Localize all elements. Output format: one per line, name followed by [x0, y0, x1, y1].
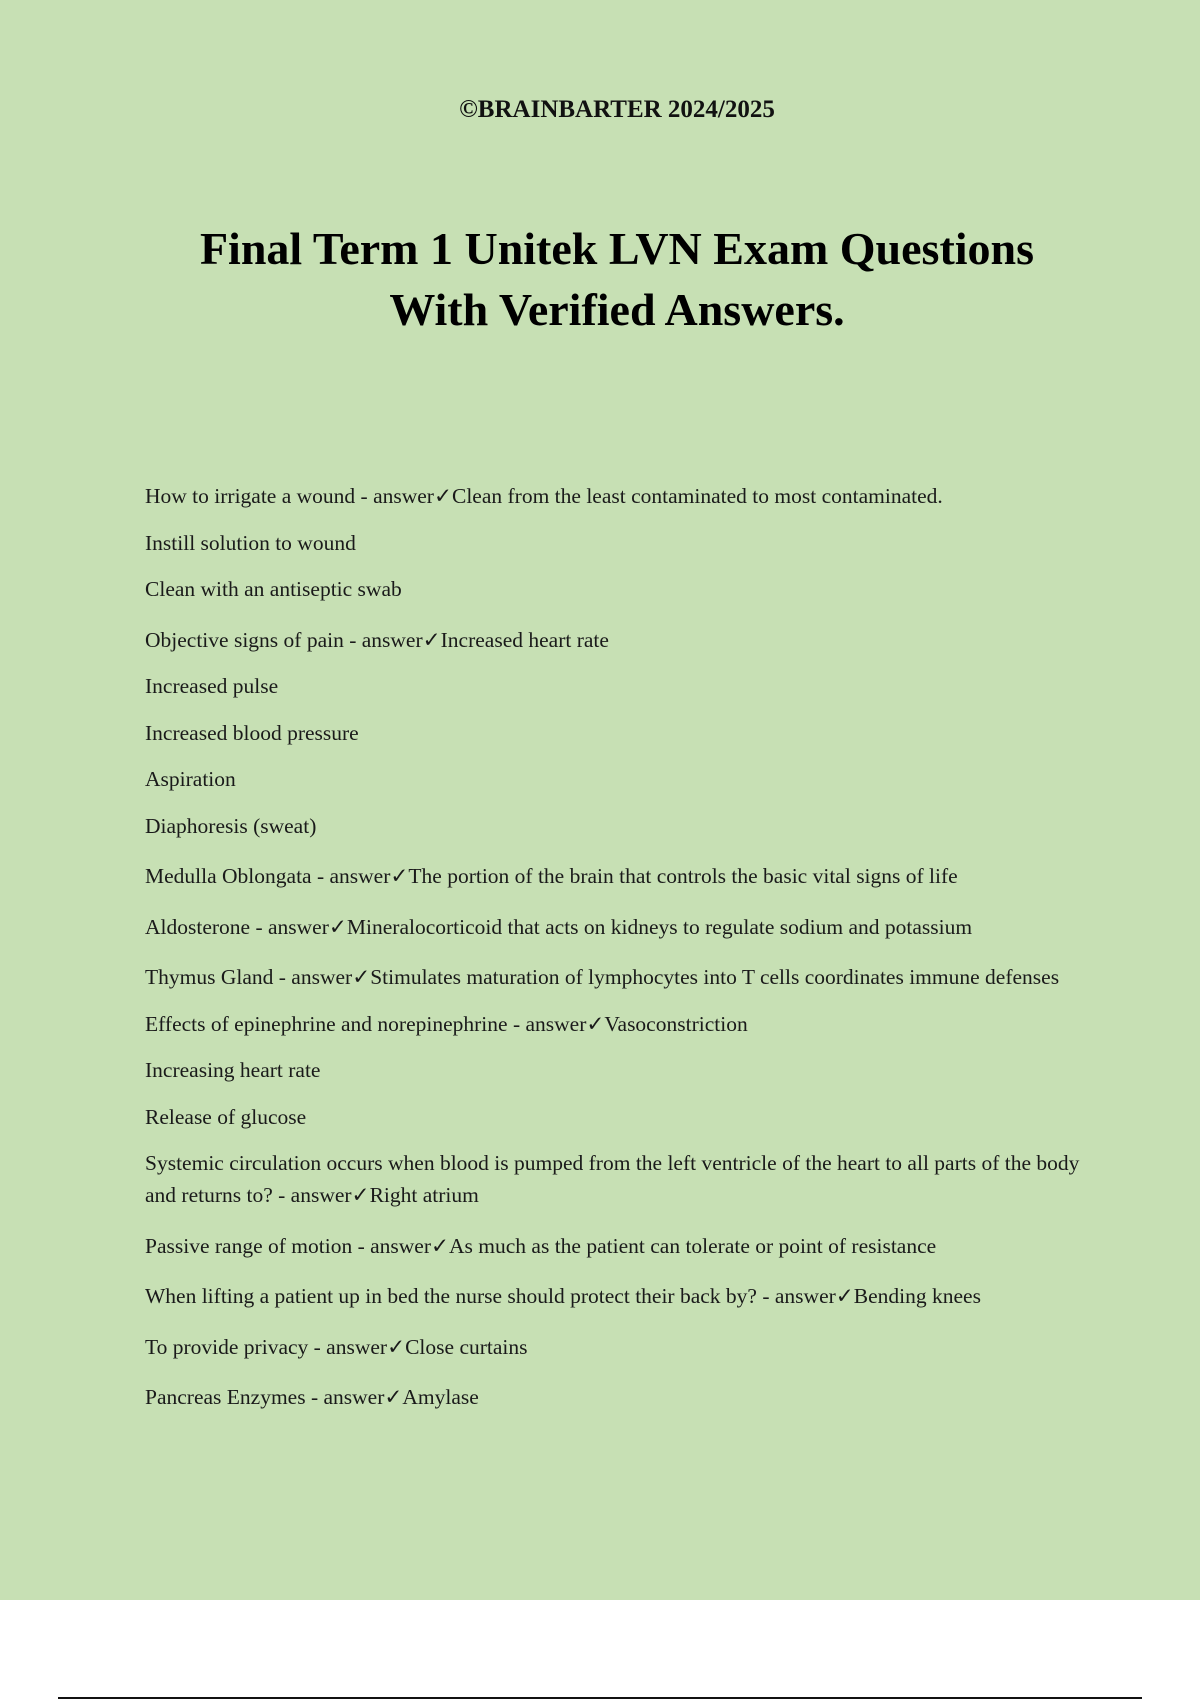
list-item: Diaphoresis (sweat)	[145, 813, 317, 838]
list-item: Increasing heart rate	[145, 1058, 321, 1082]
list-item: Instill solution to wound	[145, 530, 356, 555]
list-item: Clean with an antiseptic swab	[145, 577, 402, 601]
list-item: How to irrigate a wound - answer✓Clean from the least contaminated to most contaminated.	[145, 484, 943, 508]
list-item: Pancreas Enzymes - answer✓Amylase	[145, 1385, 479, 1409]
list-item: Increased blood pressure	[145, 720, 359, 745]
title-line-2: With Verified Answers.	[389, 284, 845, 335]
list-item: Passive range of motion - answer✓As much as the patient can tolerate or point of resistance	[145, 1233, 937, 1258]
list-item: Aspiration	[145, 767, 236, 791]
list-item: Effects of epinephrine and norepinephrine - answer✓Vasoconstriction	[145, 1011, 748, 1036]
list-item: To provide privacy - answer✓Close curtains	[145, 1334, 528, 1359]
list-item: Thymus Gland - answer✓Stimulates maturation of lymphocytes into T cells coordinates immune defenses	[145, 965, 1060, 989]
list-item: Systemic circulation occurs when blood is pumped from the left ventricle of the heart to all parts of the body and returns to? - answer✓Right atrium	[145, 1151, 1080, 1207]
list-item: When lifting a patient up in bed the nurse should protect their back by? - answer✓Bending knees	[145, 1284, 981, 1308]
list-item: Objective signs of pain - answer✓Increased heart rate	[145, 627, 609, 652]
list-item: Release of glucose	[145, 1104, 307, 1129]
list-item: Aldosterone - answer✓Mineralocorticoid that acts on kidneys to regulate sodium and potassium	[145, 914, 973, 939]
copyright-header: ©BRAINBARTER 2024/2025	[459, 96, 775, 123]
document-title	[0, 218, 1200, 340]
list-item: Medulla Oblongata - answer✓The portion of the brain that controls the basic vital signs of life	[145, 864, 958, 888]
title-line-1: Final Term 1 Unitek LVN Exam Questions	[199, 223, 1035, 274]
list-item: Increased pulse	[145, 674, 279, 698]
footer-divider	[58, 1697, 1142, 1699]
question-list	[145, 480, 1095, 1413]
